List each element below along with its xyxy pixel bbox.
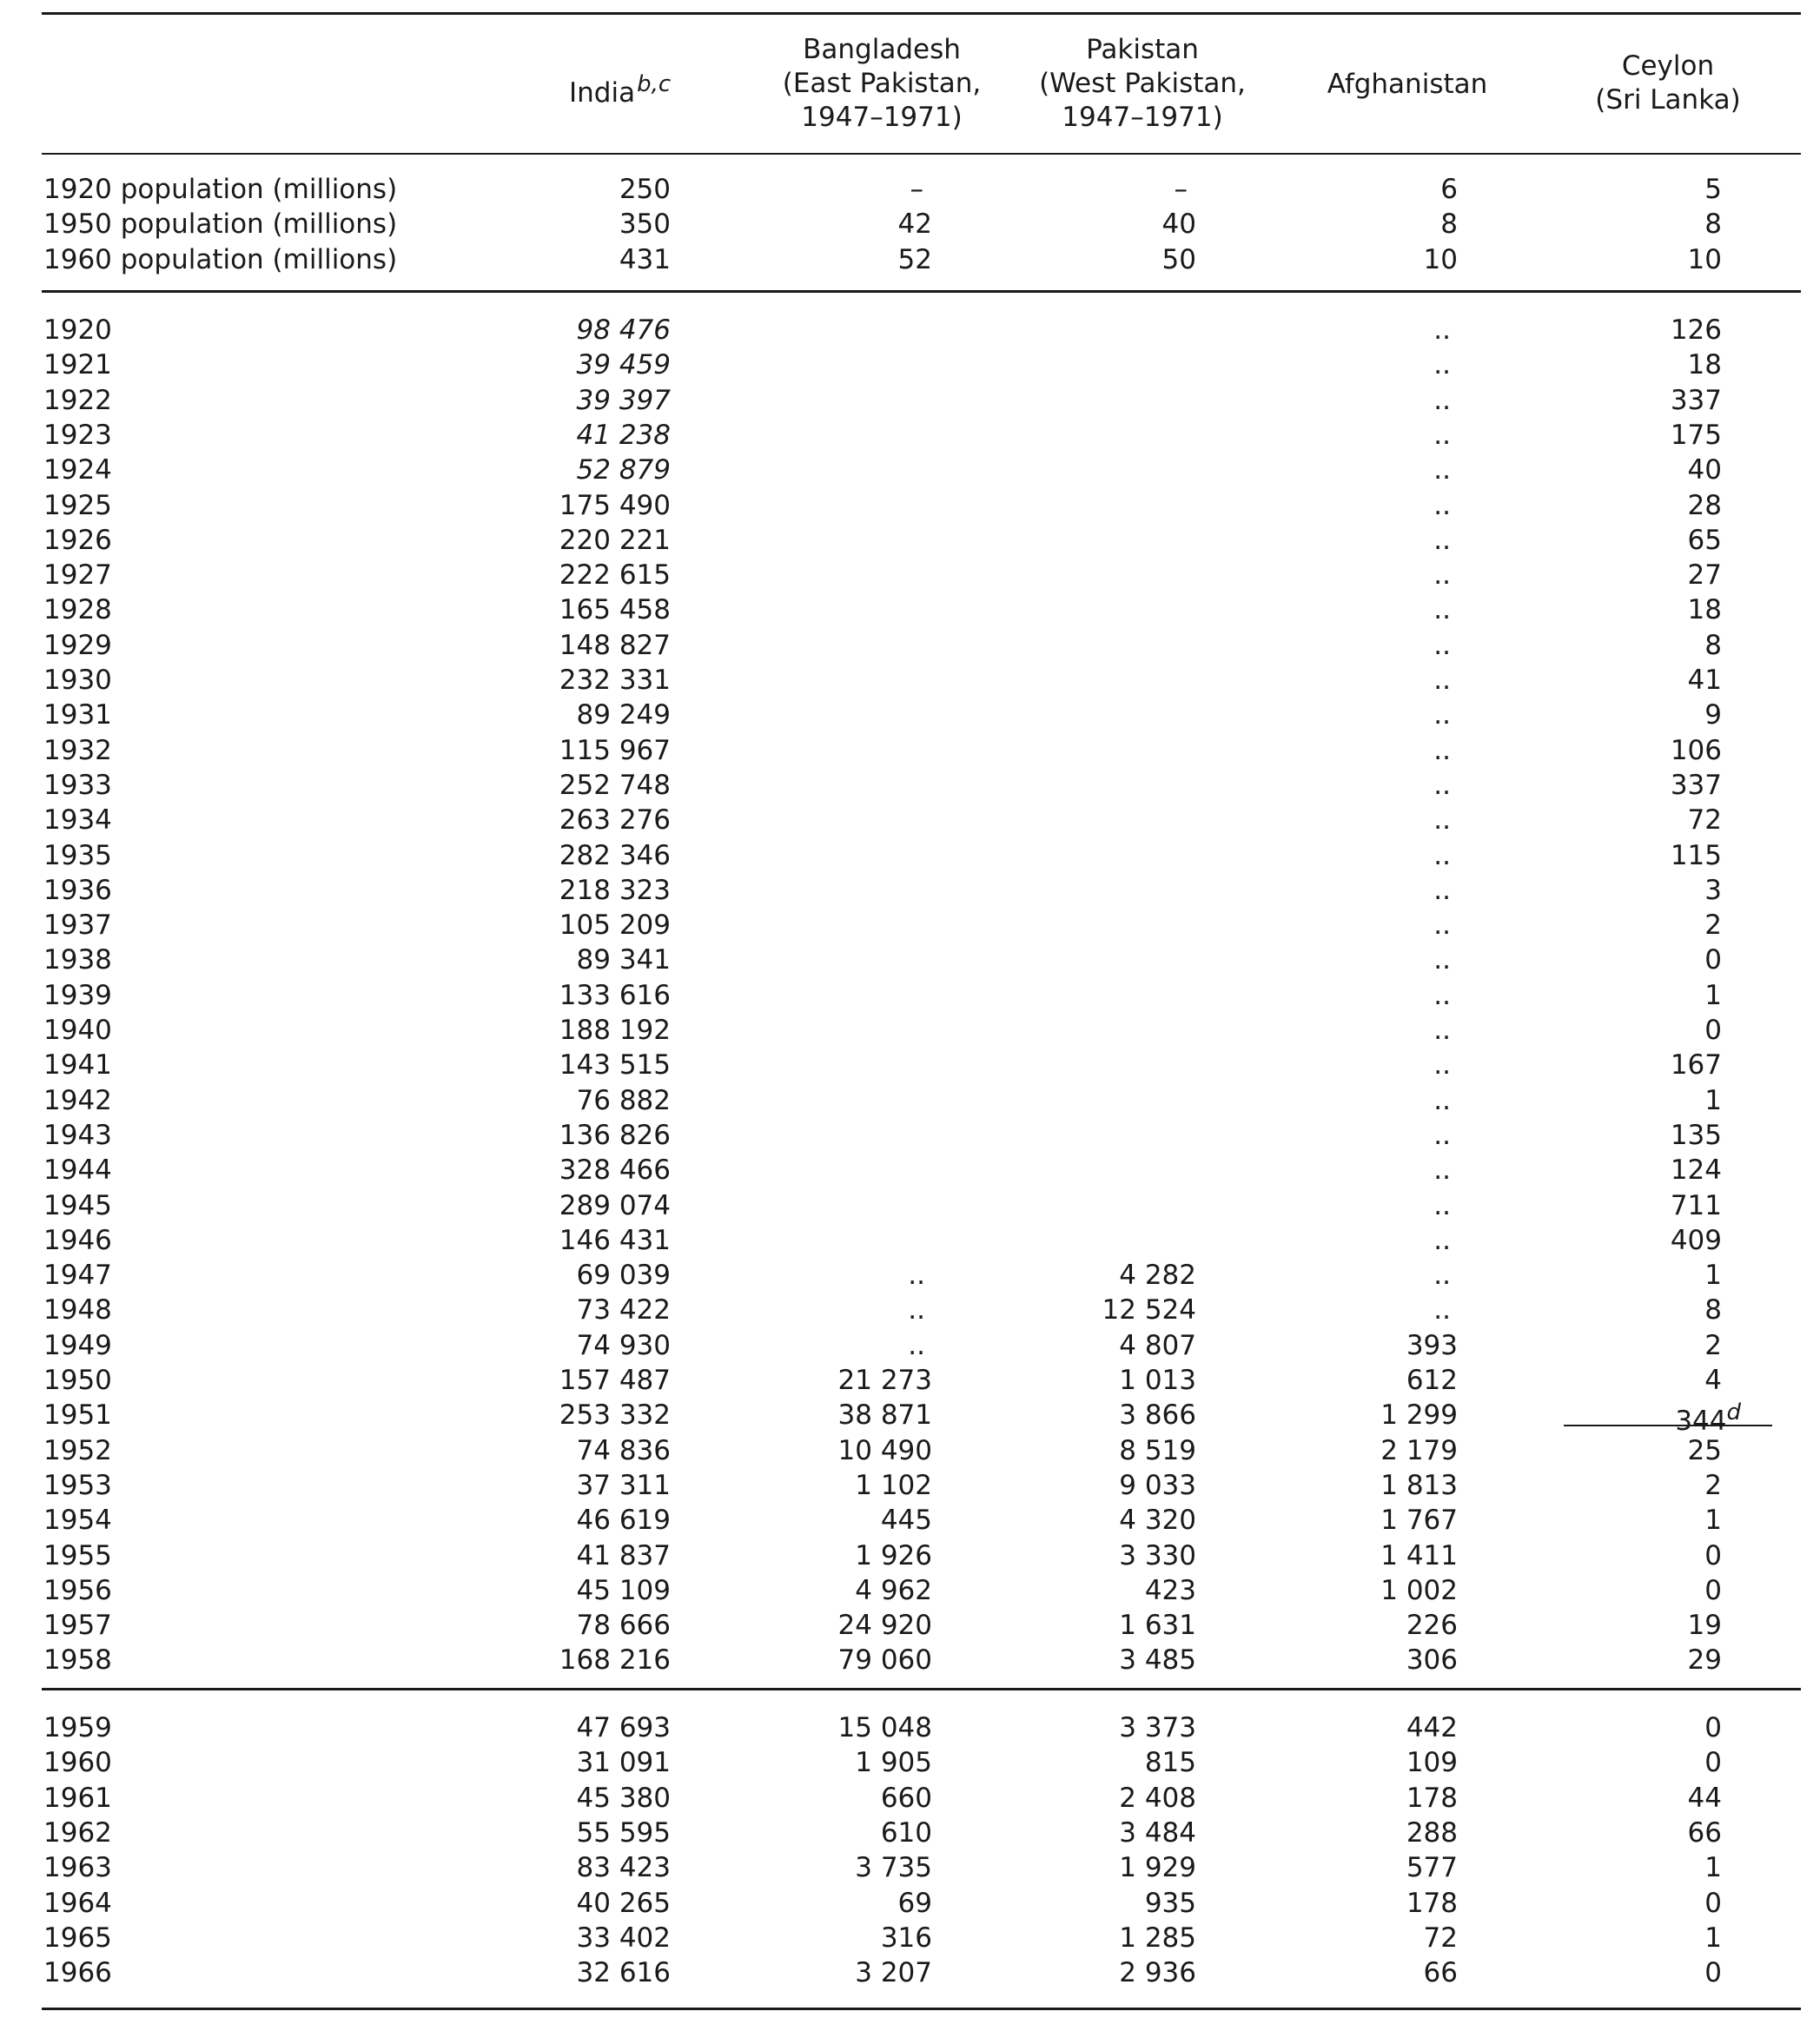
- pakistan-cell: 3 373: [1119, 1712, 1196, 1743]
- india-cell: 252 748: [559, 769, 671, 801]
- year-label: 1941: [43, 1049, 112, 1082]
- year-label: 1930: [43, 665, 112, 696]
- bangladesh-cell: 3 735: [855, 1852, 932, 1884]
- bangladesh-cell: 15 048: [837, 1712, 932, 1743]
- year-label: 1960: [43, 1747, 112, 1779]
- india-cell: 282 346: [559, 839, 671, 871]
- ceylon-cell: 19: [1687, 1610, 1722, 1642]
- india-cell: 52 879: [576, 454, 671, 486]
- bangladesh-cell: 21 273: [837, 1365, 932, 1396]
- india-cell: 157 487: [559, 1365, 671, 1396]
- bangladesh-cell: 1 926: [855, 1539, 932, 1571]
- pakistan-cell: 12 524: [1102, 1294, 1196, 1326]
- india-cell: 98 476: [576, 314, 671, 346]
- ceylon-cell: 409: [1670, 1224, 1722, 1256]
- ceylon-cell: 0: [1704, 1015, 1722, 1046]
- india-cell: 45 109: [576, 1574, 671, 1606]
- afghanistan-cell: 8: [1440, 208, 1458, 241]
- year-label: 1940: [43, 1015, 112, 1046]
- ceylon-cell: 1: [1704, 1505, 1722, 1537]
- year-label: 1963: [43, 1852, 112, 1884]
- india-cell: 250: [619, 174, 671, 205]
- india-cell: 31 091: [576, 1747, 671, 1779]
- afghanistan-cell: ..: [1433, 349, 1451, 381]
- pakistan-cell: 4 320: [1119, 1505, 1196, 1537]
- year-label: 1950: [43, 1365, 112, 1396]
- india-cell: 73 422: [576, 1294, 671, 1326]
- population-bottom-rule: [42, 290, 1801, 293]
- afghanistan-cell: 442: [1406, 1712, 1458, 1743]
- ceylon-cell: 126: [1670, 314, 1722, 346]
- india-cell: 133 616: [559, 979, 671, 1011]
- afghanistan-cell: 1 299: [1380, 1399, 1458, 1432]
- india-cell: 69 039: [576, 1260, 671, 1292]
- india-cell: 289 074: [559, 1189, 671, 1221]
- pakistan-cell: 4 807: [1119, 1329, 1196, 1361]
- afghanistan-cell: ..: [1433, 1224, 1451, 1256]
- pakistan-cell: 1 013: [1119, 1365, 1196, 1396]
- pakistan-cell: 423: [1144, 1574, 1196, 1606]
- ceylon-cell: 1: [1704, 979, 1722, 1011]
- india-cell: 89 249: [576, 699, 671, 731]
- afghanistan-cell: 1 813: [1380, 1469, 1458, 1501]
- india-cell: 37 311: [576, 1469, 671, 1501]
- india-cell: 78 666: [576, 1610, 671, 1642]
- india-cell: 41 238: [576, 419, 671, 451]
- bangladesh-cell: 660: [880, 1782, 932, 1814]
- pakistan-cell: 3 866: [1119, 1399, 1196, 1432]
- afghanistan-cell: 66: [1423, 1957, 1458, 1989]
- afghanistan-cell: 226: [1406, 1610, 1458, 1642]
- afghanistan-cell: 306: [1406, 1644, 1458, 1677]
- afghanistan-cell: ..: [1433, 524, 1451, 556]
- afghanistan-cell: ..: [1433, 839, 1451, 871]
- afghanistan-cell: ..: [1433, 1119, 1451, 1151]
- year-label: 1966: [43, 1957, 112, 1989]
- pakistan-cell: 935: [1144, 1887, 1196, 1919]
- year-label: 1951: [43, 1399, 112, 1432]
- year-label: 1944: [43, 1154, 112, 1187]
- afghanistan-cell: ..: [1433, 1294, 1451, 1326]
- bangladesh-cell: ..: [908, 1329, 925, 1361]
- header-india: India$^{b,c}$: [569, 71, 672, 109]
- bangladesh-cell: 445: [880, 1505, 932, 1537]
- afghanistan-cell: ..: [1433, 489, 1451, 521]
- year-label: 1964: [43, 1887, 112, 1919]
- afghanistan-cell: 10: [1423, 243, 1458, 275]
- india-cell: 148 827: [559, 629, 671, 661]
- india-cell: 39 459: [576, 349, 671, 381]
- india-cell: 220 221: [559, 524, 671, 556]
- ceylon-cell: 167: [1670, 1049, 1722, 1082]
- afghanistan-cell: ..: [1433, 734, 1451, 766]
- bangladesh-cell: ..: [908, 1294, 925, 1326]
- year-label: 1953: [43, 1469, 112, 1501]
- population-row-label: 1920 population (millions): [43, 174, 398, 205]
- afghanistan-cell: ..: [1433, 665, 1451, 696]
- afghanistan-cell: 1 002: [1380, 1574, 1458, 1606]
- bangladesh-cell: 69: [897, 1887, 932, 1919]
- india-cell: 431: [619, 243, 671, 275]
- ceylon-cell: 0: [1704, 1539, 1722, 1571]
- pakistan-cell: –: [1174, 174, 1188, 205]
- india-cell: 55 595: [576, 1816, 671, 1849]
- afghanistan-cell: ..: [1433, 944, 1451, 976]
- ceylon-cell: 4: [1704, 1365, 1722, 1396]
- india-cell: 168 216: [559, 1644, 671, 1677]
- year-label: 1938: [43, 944, 112, 976]
- ceylon-1951-underline: [1564, 1425, 1772, 1426]
- header-ceylon: Ceylon (Sri Lanka): [1595, 50, 1741, 116]
- india-cell: 218 323: [559, 874, 671, 906]
- india-cell: 46 619: [576, 1505, 671, 1537]
- year-label: 1936: [43, 874, 112, 906]
- afghanistan-cell: ..: [1433, 454, 1451, 486]
- afghanistan-cell: ..: [1433, 910, 1451, 942]
- year-label: 1959: [43, 1712, 112, 1743]
- year-label: 1942: [43, 1084, 112, 1116]
- pakistan-cell: 1 285: [1119, 1922, 1196, 1954]
- afghanistan-cell: 577: [1406, 1852, 1458, 1884]
- afghanistan-cell: 178: [1406, 1782, 1458, 1814]
- afghanistan-cell: ..: [1433, 1084, 1451, 1116]
- year-label: 1924: [43, 454, 112, 486]
- footnote-marker: d: [1726, 1399, 1741, 1426]
- year-label: 1933: [43, 769, 112, 801]
- header-pakistan: Pakistan (West Pakistan, 1947–1971): [1039, 34, 1246, 133]
- afghanistan-cell: ..: [1433, 1189, 1451, 1221]
- ceylon-cell: 1: [1704, 1922, 1722, 1954]
- bangladesh-cell: 52: [897, 243, 932, 275]
- year-label: 1926: [43, 524, 112, 556]
- bangladesh-cell: 24 920: [837, 1610, 932, 1642]
- afghanistan-cell: ..: [1433, 769, 1451, 801]
- bangladesh-cell: 79 060: [837, 1644, 932, 1677]
- year-label: 1939: [43, 979, 112, 1011]
- afghanistan-cell: 1 411: [1380, 1539, 1458, 1571]
- ceylon-cell: 3: [1704, 874, 1722, 906]
- ceylon-cell: 9: [1704, 699, 1722, 731]
- year-label: 1932: [43, 734, 112, 766]
- year-label: 1952: [43, 1434, 112, 1466]
- india-cell: 41 837: [576, 1539, 671, 1571]
- afghanistan-cell: ..: [1433, 384, 1451, 416]
- afghanistan-cell: 6: [1440, 174, 1458, 205]
- afghanistan-cell: 72: [1423, 1922, 1458, 1954]
- top-rule: [42, 12, 1801, 15]
- ceylon-cell: 10: [1687, 243, 1722, 275]
- ceylon-cell: 8: [1704, 1294, 1722, 1326]
- afghanistan-cell: ..: [1433, 419, 1451, 451]
- year-label: 1929: [43, 629, 112, 661]
- india-cell: 40 265: [576, 1887, 671, 1919]
- ceylon-cell: 106: [1670, 734, 1722, 766]
- afghanistan-cell: 1 767: [1380, 1505, 1458, 1537]
- bangladesh-cell: 1 102: [855, 1469, 932, 1501]
- india-cell: 32 616: [576, 1957, 671, 1989]
- ceylon-cell: 25: [1687, 1434, 1722, 1466]
- year-label: 1935: [43, 839, 112, 871]
- ceylon-cell: 2: [1704, 1469, 1722, 1501]
- afghanistan-cell: ..: [1433, 1154, 1451, 1187]
- year-label: 1921: [43, 349, 112, 381]
- pakistan-cell: 815: [1144, 1747, 1196, 1779]
- india-cell: 146 431: [559, 1224, 671, 1256]
- year-label: 1922: [43, 384, 112, 416]
- header-afghanistan: Afghanistan: [1327, 69, 1488, 100]
- india-cell: 105 209: [559, 910, 671, 942]
- ceylon-cell: 2: [1704, 1329, 1722, 1361]
- ceylon-value: 344: [1675, 1406, 1727, 1438]
- afghanistan-cell: ..: [1433, 979, 1451, 1011]
- ceylon-cell: 2: [1704, 910, 1722, 942]
- bottom-rule: [42, 2008, 1801, 2010]
- afghanistan-cell: ..: [1433, 629, 1451, 661]
- india-cell: 74 930: [576, 1329, 671, 1361]
- india-cell: 263 276: [559, 804, 671, 837]
- pakistan-cell: 4 282: [1119, 1260, 1196, 1292]
- pakistan-cell: 8 519: [1119, 1434, 1196, 1466]
- ceylon-cell: 337: [1670, 384, 1722, 416]
- ceylon-cell: 0: [1704, 1574, 1722, 1606]
- year-label: 1948: [43, 1294, 112, 1326]
- ceylon-cell: 1: [1704, 1084, 1722, 1116]
- pakistan-cell: 50: [1161, 243, 1196, 275]
- india-cell: 175 490: [559, 489, 671, 521]
- afghanistan-cell: ..: [1433, 314, 1451, 346]
- bangladesh-cell: –: [910, 174, 923, 205]
- india-cell: 222 615: [559, 559, 671, 592]
- year-label: 1946: [43, 1224, 112, 1256]
- pakistan-cell: 1 631: [1119, 1610, 1196, 1642]
- ceylon-cell: 124: [1670, 1154, 1722, 1187]
- ceylon-cell: 0: [1704, 944, 1722, 976]
- pakistan-cell: 40: [1161, 208, 1196, 241]
- year-label: 1949: [43, 1329, 112, 1361]
- india-cell: 45 380: [576, 1782, 671, 1814]
- year-label: 1955: [43, 1539, 112, 1571]
- bangladesh-cell: 610: [880, 1816, 932, 1849]
- ceylon-cell: 8: [1704, 629, 1722, 661]
- afghanistan-cell: ..: [1433, 804, 1451, 837]
- india-cell: 328 466: [559, 1154, 671, 1187]
- afghanistan-cell: ..: [1433, 1260, 1451, 1292]
- bangladesh-cell: 42: [897, 208, 932, 241]
- afghanistan-cell: ..: [1433, 559, 1451, 592]
- ceylon-cell: 337: [1670, 769, 1722, 801]
- ceylon-cell: 0: [1704, 1887, 1722, 1919]
- afghanistan-cell: ..: [1433, 874, 1451, 906]
- afghanistan-cell: ..: [1433, 594, 1451, 626]
- india-cell: 165 458: [559, 594, 671, 626]
- ceylon-cell: 40: [1687, 454, 1722, 486]
- india-cell: 89 341: [576, 944, 671, 976]
- bangladesh-cell: ..: [908, 1260, 925, 1292]
- ceylon-cell: 27: [1687, 559, 1722, 592]
- india-cell: 74 836: [576, 1434, 671, 1466]
- bangladesh-cell: 3 207: [855, 1957, 932, 1989]
- year-label: 1925: [43, 489, 112, 521]
- ceylon-cell: 115: [1670, 839, 1722, 871]
- year-label: 1923: [43, 419, 112, 451]
- india-cell: 136 826: [559, 1119, 671, 1151]
- ceylon-cell: [1675, 1399, 1741, 1437]
- bangladesh-cell: 10 490: [837, 1434, 932, 1466]
- afghanistan-cell: 2 179: [1380, 1434, 1458, 1466]
- ceylon-cell: 18: [1687, 349, 1722, 381]
- bangladesh-cell: 1 905: [855, 1747, 932, 1779]
- afghanistan-cell: 288: [1406, 1816, 1458, 1849]
- ceylon-cell: 0: [1704, 1712, 1722, 1743]
- india-cell: 76 882: [576, 1084, 671, 1116]
- ceylon-cell: 5: [1704, 174, 1722, 205]
- afghanistan-cell: 612: [1406, 1365, 1458, 1396]
- ceylon-cell: 41: [1687, 665, 1722, 696]
- ceylon-cell: 72: [1687, 804, 1722, 837]
- afghanistan-cell: ..: [1433, 1049, 1451, 1082]
- afghanistan-cell: 178: [1406, 1887, 1458, 1919]
- year-label: 1956: [43, 1574, 112, 1606]
- year-label: 1958: [43, 1644, 112, 1677]
- pakistan-cell: 2 408: [1119, 1782, 1196, 1814]
- year-label: 1931: [43, 699, 112, 731]
- header-bottom-rule: [42, 153, 1801, 155]
- ceylon-cell: 65: [1687, 524, 1722, 556]
- pakistan-cell: 3 485: [1119, 1644, 1196, 1677]
- ceylon-cell: 28: [1687, 489, 1722, 521]
- year-label: 1927: [43, 559, 112, 592]
- ceylon-cell: 1: [1704, 1260, 1722, 1292]
- ceylon-cell: 44: [1687, 1782, 1722, 1814]
- year-label: 1961: [43, 1782, 112, 1814]
- year-label: 1954: [43, 1505, 112, 1537]
- afghanistan-cell: 109: [1406, 1747, 1458, 1779]
- afghanistan-cell: ..: [1433, 1015, 1451, 1046]
- year-label: 1943: [43, 1119, 112, 1151]
- india-cell: 115 967: [559, 734, 671, 766]
- header-bangladesh: Bangladesh (East Pakistan, 1947–1971): [782, 34, 982, 133]
- ceylon-cell: 0: [1704, 1747, 1722, 1779]
- ceylon-cell: 711: [1670, 1189, 1722, 1221]
- india-cell: 47 693: [576, 1712, 671, 1743]
- year-label: 1965: [43, 1922, 112, 1954]
- year-label: 1920: [43, 314, 112, 346]
- pakistan-cell: 3 484: [1119, 1816, 1196, 1849]
- ceylon-cell: 135: [1670, 1119, 1722, 1151]
- ceylon-cell: 0: [1704, 1957, 1722, 1989]
- india-cell: 350: [619, 208, 671, 241]
- pakistan-cell: 2 936: [1119, 1957, 1196, 1989]
- population-row-label: 1960 population (millions): [43, 243, 398, 275]
- ceylon-cell: 18: [1687, 594, 1722, 626]
- india-cell: 253 332: [559, 1399, 671, 1432]
- year-label: 1945: [43, 1189, 112, 1221]
- year-label: 1962: [43, 1816, 112, 1849]
- ceylon-cell: 29: [1687, 1644, 1722, 1677]
- population-row-label: 1950 population (millions): [43, 208, 398, 241]
- india-cell: 143 515: [559, 1049, 671, 1082]
- pakistan-cell: 9 033: [1119, 1469, 1196, 1501]
- year-label: 1934: [43, 804, 112, 837]
- ceylon-cell: 1: [1704, 1852, 1722, 1884]
- afghanistan-cell: 393: [1406, 1329, 1458, 1361]
- india-cell: 83 423: [576, 1852, 671, 1884]
- year-label: 1947: [43, 1260, 112, 1292]
- india-cell: 39 397: [576, 384, 671, 416]
- afghanistan-cell: ..: [1433, 699, 1451, 731]
- ceylon-cell: 8: [1704, 208, 1722, 241]
- pakistan-cell: 3 330: [1119, 1539, 1196, 1571]
- bangladesh-cell: 316: [880, 1922, 932, 1954]
- section-divider-rule: [42, 1688, 1801, 1690]
- india-cell: 33 402: [576, 1922, 671, 1954]
- ceylon-cell: 66: [1687, 1816, 1722, 1849]
- india-cell: 188 192: [559, 1015, 671, 1046]
- ceylon-cell: 175: [1670, 419, 1722, 451]
- india-cell: 232 331: [559, 665, 671, 696]
- year-label: 1937: [43, 910, 112, 942]
- pakistan-cell: 1 929: [1119, 1852, 1196, 1884]
- bangladesh-cell: 38 871: [837, 1399, 932, 1432]
- year-label: 1928: [43, 594, 112, 626]
- year-label: 1957: [43, 1610, 112, 1642]
- bangladesh-cell: 4 962: [855, 1574, 932, 1606]
